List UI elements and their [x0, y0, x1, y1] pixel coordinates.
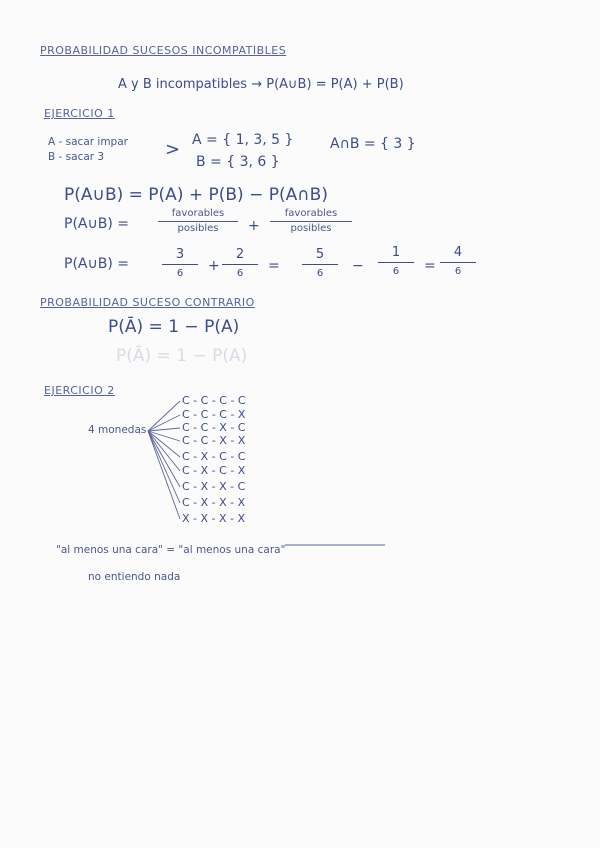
exercise-1-label: EJERCICIO 1	[44, 107, 115, 120]
calc-op-2: =	[268, 258, 280, 274]
event-b-description: B - sacar 3	[48, 151, 105, 163]
calc-op-1: +	[208, 258, 220, 274]
calc-fraction-5: 4 6	[440, 246, 476, 279]
faint-bleed-through: P(Ā) = 1 − P(A)	[116, 346, 248, 366]
outcome-4: C - C - X - X	[182, 434, 246, 447]
section-heading-contrario: PROBABILIDAD SUCESO CONTRARIO	[40, 296, 255, 309]
note-text: no entiendo nada	[88, 571, 181, 583]
calc-fraction-1: 3 6	[162, 248, 198, 281]
brace-arrow: >	[165, 139, 181, 160]
fraction-denominator: posibles	[290, 223, 332, 234]
outcome-5: C - X - C - C	[182, 450, 246, 463]
calc-op-3: −	[352, 258, 364, 274]
calc-fraction-2: 2 6	[222, 248, 258, 281]
intersection-set: A∩B = { 3 }	[330, 136, 416, 152]
outcome-8: C - X - X - X	[182, 496, 246, 509]
complement-rule: P(Ā) = 1 − P(A)	[108, 317, 240, 337]
exercise-2-label: EJERCICIO 2	[44, 384, 115, 397]
calc-op-4: =	[424, 258, 436, 274]
set-a: A = { 1, 3, 5 }	[192, 132, 294, 148]
incompatibles-rule: A y B incompatibles → P(A∪B) = P(A) + P(B)	[118, 77, 404, 92]
outcome-2: C - C - C - X	[182, 408, 246, 421]
event-a-description: A - sacar impar	[48, 136, 128, 148]
calc-fraction-4: 1 6	[378, 246, 414, 279]
outcome-6: C - X - C - X	[182, 464, 246, 477]
outcome-9: X - X - X - X	[182, 512, 246, 525]
fraction-numerator: favorables	[171, 208, 225, 219]
note-quote: "al menos una cara" = "al menos una cara"	[56, 544, 286, 556]
result-lhs: P(A∪B) =	[64, 256, 129, 272]
section-heading-incompatibles: PROBABILIDAD SUCESOS INCOMPATIBLES	[40, 44, 287, 57]
calc-fraction-3: 5 6	[302, 248, 338, 281]
laplace-lhs: P(A∪B) =	[64, 216, 129, 232]
coins-label: 4 monedas	[88, 424, 147, 436]
outcome-7: C - X - X - C	[182, 480, 246, 493]
fraction-numerator: favorables	[284, 208, 338, 219]
set-b: B = { 3, 6 }	[196, 154, 280, 170]
fraction-denominator: posibles	[177, 223, 219, 234]
union-formula: P(A∪B) = P(A) + P(B) − P(A∩B)	[64, 185, 328, 205]
outcome-3: C - C - X - C	[182, 421, 246, 434]
plus-sign: +	[248, 218, 260, 234]
outcome-1: C - C - C - C	[182, 394, 246, 407]
